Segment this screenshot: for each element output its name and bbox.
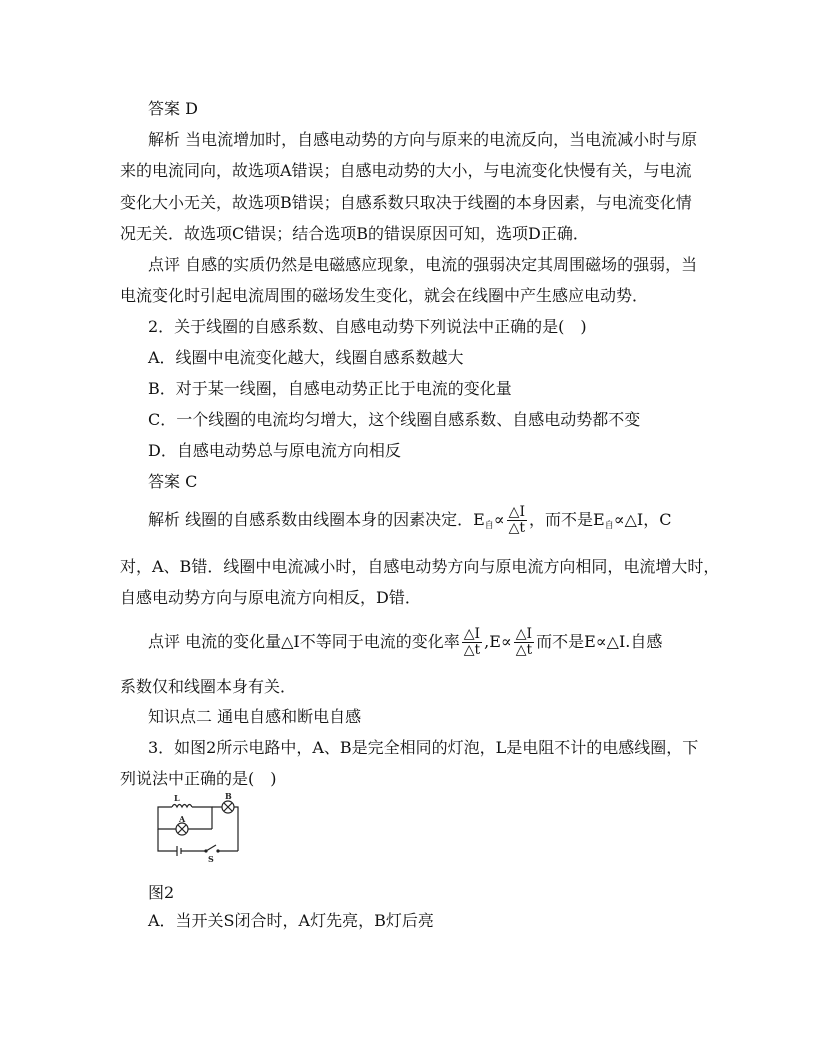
analysis-2-line-2: 对，A、B错．线圈中电流减小时，自感电动势方向与原电流方向相同，电流增大时， <box>120 557 720 576</box>
fraction-di-dt-2 <box>462 627 482 658</box>
comment-2-middle: ,E∝ <box>484 632 512 651</box>
subscript-self-2: 自 <box>604 521 614 531</box>
analysis-1-line-3: 变化大小无关，故选项B错误；自感系数只取决于线圈的本身因素，与电流变化情 <box>120 193 692 212</box>
analysis-1-line-4: 况无关．故选项C错误；结合选项B的错误原因可知，选项D正确． <box>120 224 589 243</box>
fraction-di-dt-3 <box>514 627 534 658</box>
answer-1: 答案 D <box>148 99 198 118</box>
subscript-self: 自 <box>484 521 494 531</box>
figure-caption: 图2 <box>148 883 175 902</box>
fraction-numerator: △I <box>507 505 527 521</box>
analysis-2-middle: ，而不是E <box>529 510 605 529</box>
analysis-2-line-1 <box>148 504 671 542</box>
label-s: S <box>208 854 214 863</box>
comment-2-line-1 <box>148 626 662 658</box>
analysis-1-line-2: 来的电流同向，故选项A错误；自感电动势的大小，与电流变化快慢有关，与电流 <box>120 161 692 180</box>
question-3-line-2: 列说法中正确的是( ) <box>120 769 277 788</box>
question-2: 2．关于线圈的自感系数、自感电动势下列说法中正确的是( ) <box>148 317 587 336</box>
fraction-denominator: △t <box>515 642 533 658</box>
analysis-2-prefix: 解析 线圈的自感系数由线圈本身的因素决定．E <box>148 510 485 529</box>
comment-1-line-1: 点评 自感的实质仍然是电磁感应现象，电流的强弱决定其周围磁场的强弱，当 <box>148 255 698 274</box>
label-l: L <box>174 793 180 803</box>
fraction-di-dt <box>507 505 527 536</box>
answer-2: 答案 C <box>148 472 198 491</box>
circuit-diagram <box>150 793 242 863</box>
question-3-line-1: 3．如图2所示电路中，A、B是完全相同的灯泡，L是电阻不计的电感线圈，下 <box>148 738 699 757</box>
analysis-1-line-1: 解析 当电流增加时，自感电动势的方向与原来的电流反向，当电流减小时与原 <box>148 130 698 149</box>
comment-2-line-2: 系数仅和线圈本身有关． <box>120 677 297 696</box>
fraction-denominator: △t <box>508 520 526 536</box>
comment-1-line-2: 电流变化时引起电流周围的磁场发生变化，就会在线圈中产生感应电动势． <box>120 286 649 305</box>
analysis-2-end: ∝△I，C <box>613 510 672 529</box>
comment-2-end: 而不是E∝△I.自感 <box>536 632 663 651</box>
analysis-2-line-3: 自感电动势方向与原电流方向相反，D错． <box>120 588 421 607</box>
section-heading: 知识点二 通电自感和断电自感 <box>148 707 362 726</box>
question-3-option-a: A．当开关S闭合时，A灯先亮，B灯后亮 <box>148 911 434 930</box>
question-2-option-d: D．自感电动势总与原电流方向相反 <box>148 441 401 460</box>
proportional-sign: ∝ <box>493 510 505 529</box>
fraction-denominator: △t <box>463 642 481 658</box>
label-b: B <box>225 793 232 801</box>
question-2-option-b: B．对于某一线圈，自感电动势正比于电流的变化量 <box>148 379 512 398</box>
question-2-option-c: C．一个线圈的电流均匀增大，这个线圈自感系数、自感电动势都不变 <box>148 410 641 429</box>
fraction-numerator: △I <box>514 627 534 643</box>
question-2-option-a: A．线圈中电流变化越大，线圈自感系数越大 <box>148 348 464 367</box>
comment-2-prefix: 点评 电流的变化量△I不等同于电流的变化率 <box>148 632 460 651</box>
label-a: A <box>179 814 186 824</box>
fraction-numerator: △I <box>462 627 482 643</box>
